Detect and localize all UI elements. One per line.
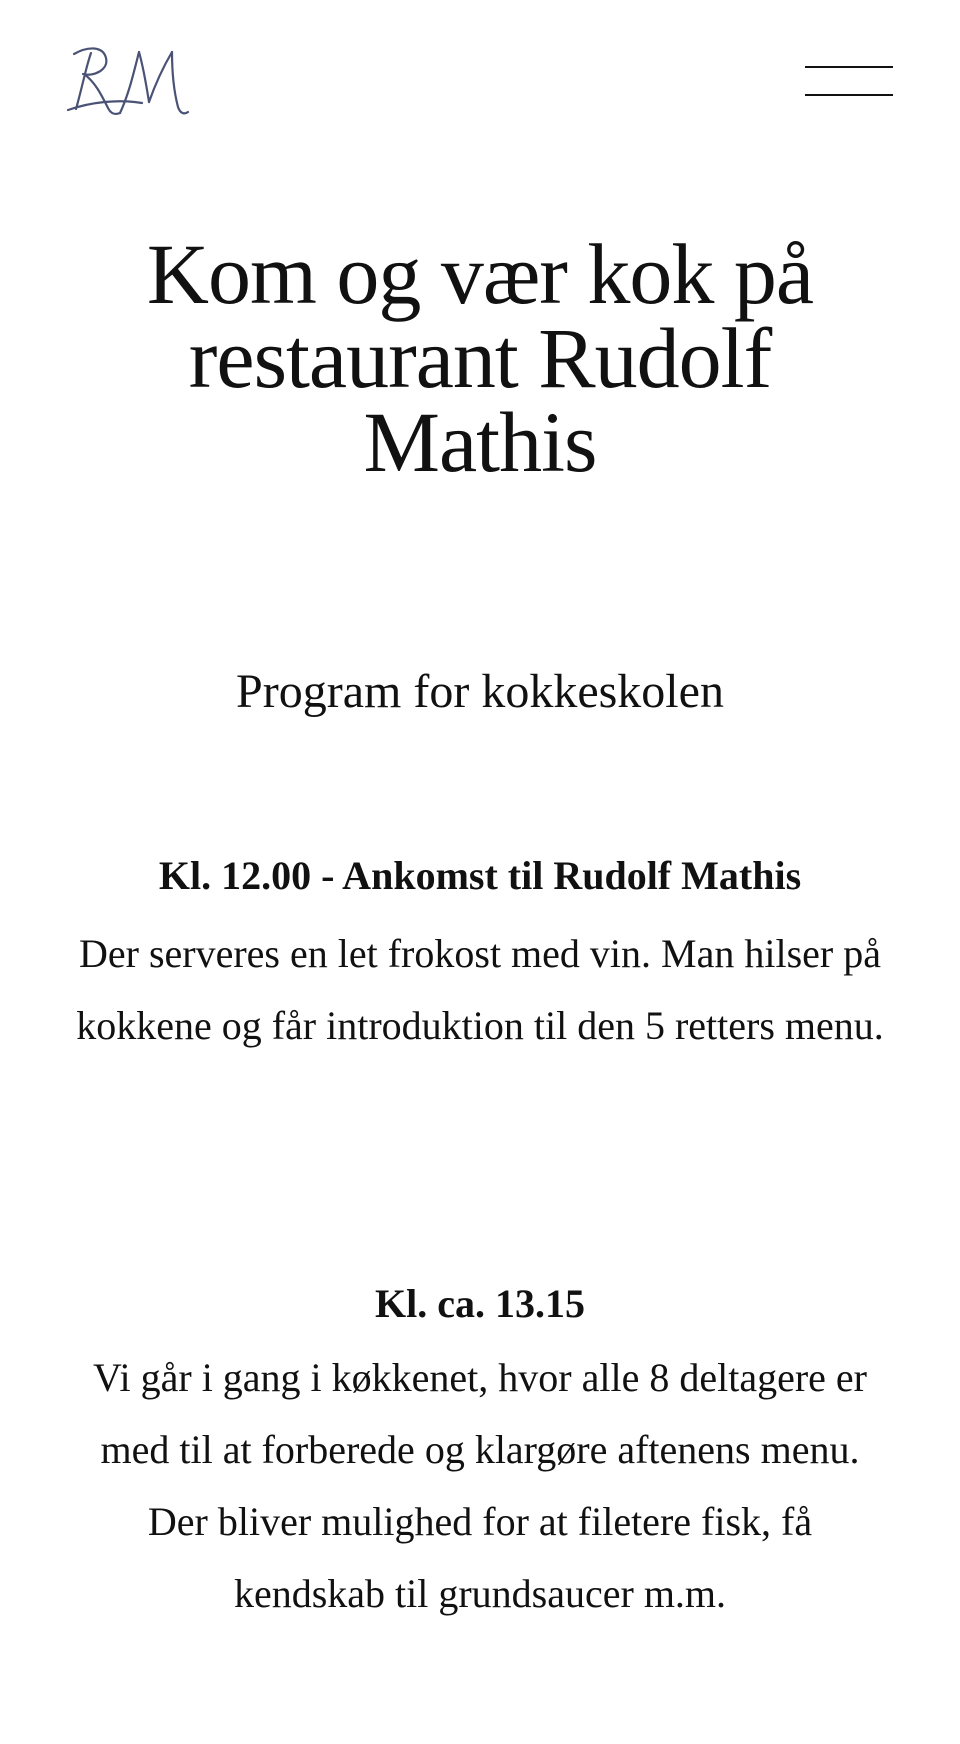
program-item-kitchen-start [70, 1274, 890, 1630]
logo[interactable] [56, 36, 206, 126]
program-item-arrival [70, 846, 890, 1062]
program-section-title: Program for kokkeskolen [236, 665, 724, 718]
program-item-description: Der serveres en let frokost med vin. Man hilser på kokkene og får introduktion til den 5 retters menu. [76, 931, 884, 1048]
menu-line-top [805, 66, 893, 68]
page-title: Kom og vær kok på restaurant Rudolf Mathis [146, 226, 814, 490]
menu-button[interactable] [805, 62, 893, 100]
program-item-heading: Kl. ca. 13.15 [375, 1281, 585, 1326]
menu-line-bottom [805, 94, 893, 96]
site-header [0, 0, 960, 170]
rm-monogram-logo [56, 36, 206, 126]
program-item-heading: Kl. 12.00 - Ankomst til Rudolf Mathis [158, 853, 802, 898]
program-item-description: Vi går i gang i køkkenet, hvor alle 8 deltagere er med til at forberede og klargøre aftenens menu. Der bliver mulighed for at filetere fisk, få kendskab til grundsaucer m.m. [93, 1355, 867, 1616]
